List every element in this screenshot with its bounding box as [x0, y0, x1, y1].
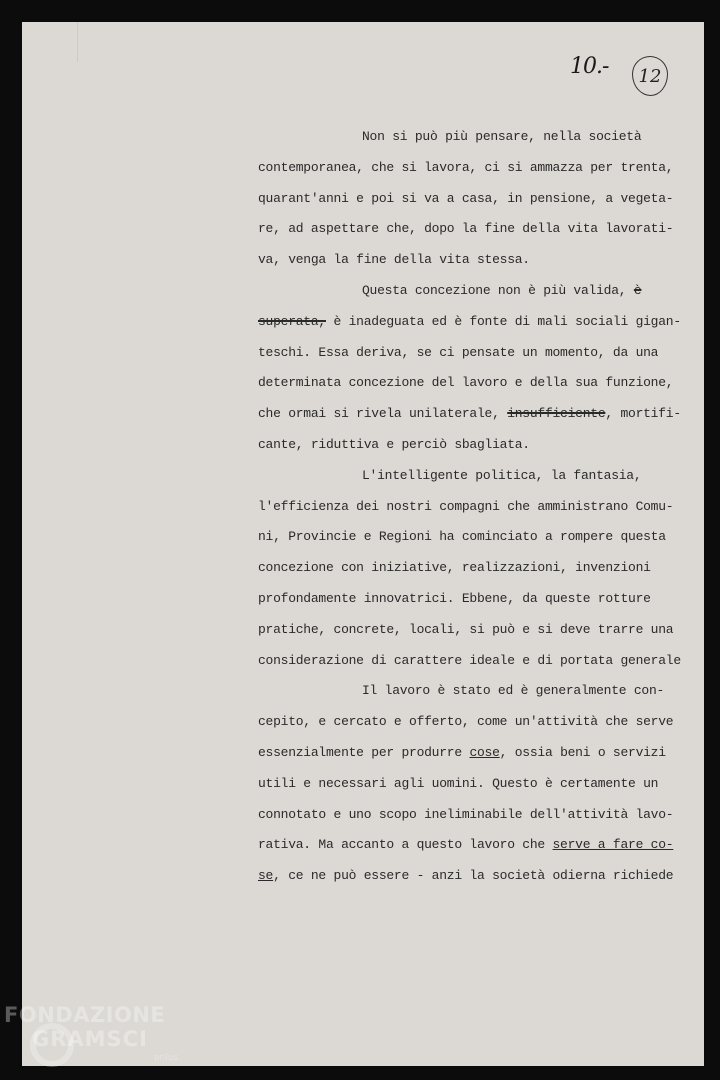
struck-out-text: superata,: [258, 313, 326, 329]
text-line: ni, Provincie e Regioni ha cominciato a rompere questa: [258, 529, 666, 545]
text-line: contemporanea, che si lavora, ci si ammazza per trenta,: [258, 159, 674, 175]
text-segment: , ossia beni o servizi: [499, 744, 666, 760]
text-segment: che ormai si rivela unilaterale,: [258, 406, 508, 422]
text-segment: rativa. Ma accanto a questo lavoro che: [258, 837, 553, 853]
struck-out-text: è: [633, 282, 642, 298]
text-line: considerazione di carattere ideale e di portata generale: [258, 652, 681, 668]
text-segment: è inadeguata ed è fonte di mali sociali gigan-: [325, 313, 681, 329]
underlined-text: cose: [469, 744, 500, 760]
text-line: pratiche, concrete, locali, si può e si deve trarre una: [258, 621, 674, 637]
watermark-onlus: onlus: [154, 1053, 179, 1063]
text-line: va, venga la fine della vita stessa.: [258, 252, 530, 268]
text-segment: , mortifi-: [605, 406, 681, 422]
text-line: cepito, e cercato e offerto, come un'attività che serve: [258, 714, 674, 730]
text-line: [258, 830, 674, 861]
text-line: determinata concezione del lavoro e della sua funzione,: [258, 375, 674, 391]
text-line: Il lavoro è stato ed è generalmente con-: [362, 683, 665, 699]
text-segment: essenzialmente per produrre: [258, 744, 470, 760]
text-line: concezione con iniziative, realizzazioni, invenzioni: [258, 560, 651, 576]
document-page: [22, 22, 704, 1066]
text-line: l'efficienza dei nostri compagni che amministrano Comu-: [258, 498, 674, 514]
underlined-text: serve a fare co-: [552, 837, 674, 853]
text-line: [258, 738, 666, 769]
handwritten-page-number: 10.-: [570, 54, 609, 79]
watermark-line1: FONDAZIONE: [4, 1003, 166, 1027]
text-line: [258, 276, 658, 307]
watermark-line2: GRAMSCI: [32, 1027, 148, 1051]
text-line: profondamente innovatrici. Ebbene, da queste rotture: [258, 590, 651, 606]
text-line: cante, riduttiva e perciò sbagliata.: [258, 436, 530, 452]
text-segment: , ce ne può essere - anzi la società odierna richiede: [273, 868, 674, 884]
text-line: [258, 861, 674, 892]
fondazione-gramsci-watermark: [4, 1003, 179, 1063]
text-line: L'intelligente politica, la fantasia,: [362, 467, 642, 483]
struck-out-text: insufficiente: [507, 406, 606, 422]
text-line: utili e necessari agli uomini. Questo è certamente un: [258, 775, 659, 791]
underlined-text: se: [258, 868, 274, 884]
text-segment: Questa concezione non è più valida,: [362, 282, 634, 298]
text-line: re, ad aspettare che, dopo la fine della vita lavorati-: [258, 221, 674, 237]
text-line: quarant'anni e poi si va a casa, in pensione, a vegeta-: [258, 190, 674, 206]
text-line: [258, 399, 681, 430]
typewritten-body: [258, 122, 681, 892]
text-line: connotato e uno scopo ineliminabile dell'attività lavo-: [258, 806, 674, 822]
text-line: Non si può più pensare, nella società: [362, 129, 642, 144]
text-line: [258, 307, 681, 338]
circled-archive-number: 12: [632, 56, 668, 96]
text-line: teschi. Essa deriva, se ci pensate un momento, da una: [258, 344, 659, 360]
